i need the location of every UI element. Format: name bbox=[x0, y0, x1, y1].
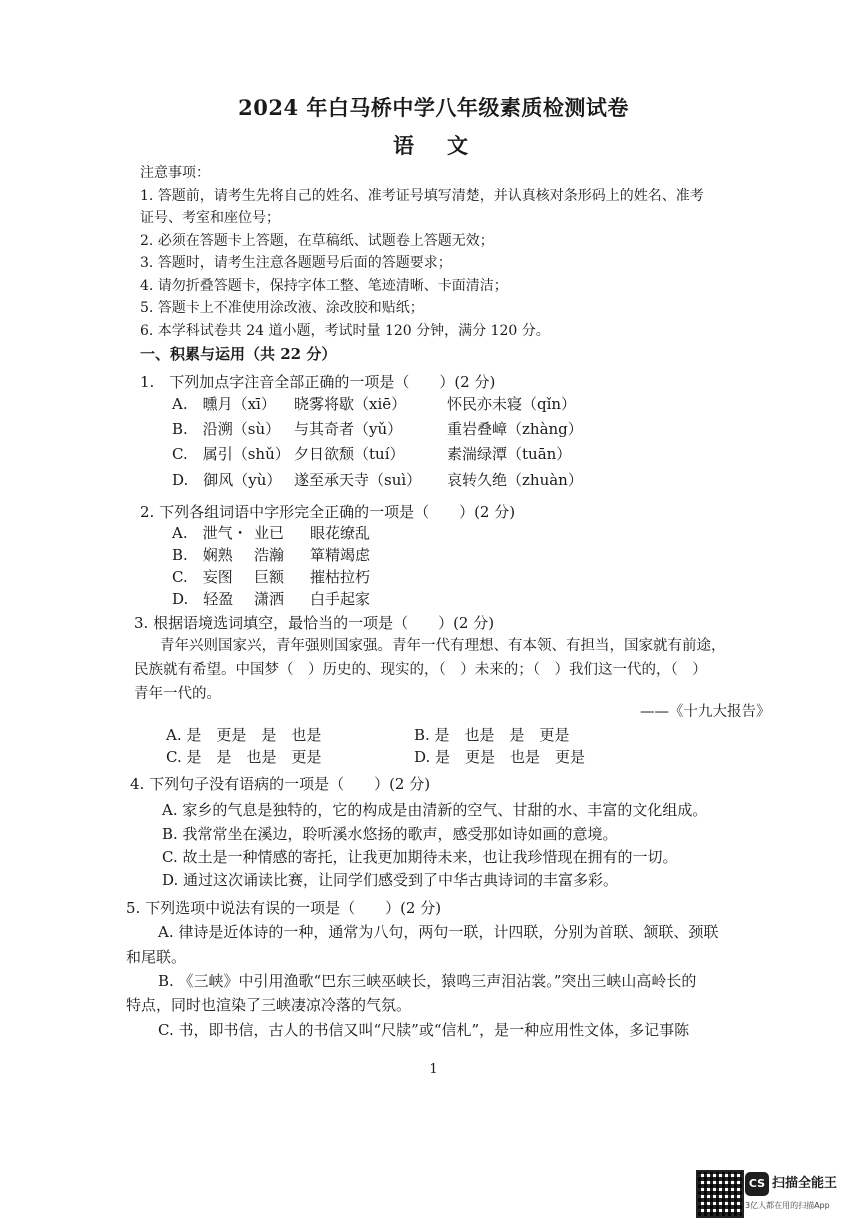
q2-option-c bbox=[172, 566, 370, 587]
q3-option-d: D. 是 更是 也是 更是 bbox=[414, 748, 586, 766]
q2-option-a bbox=[172, 522, 370, 543]
q1-b-2: 与其奇者（yǔ） bbox=[294, 420, 403, 438]
page-number: 1 bbox=[429, 1062, 438, 1077]
brand-name: 扫描全能王 bbox=[772, 1176, 838, 1191]
q1-c-2: 夕日欲颓（tuí） bbox=[294, 445, 405, 463]
notes-line: 2. 必须在答题卡上答题，在草稿纸、试题卷上答题无效； bbox=[140, 232, 494, 249]
notes-block bbox=[140, 162, 820, 342]
q1-d-3: 哀转久绝（zhuàn） bbox=[447, 471, 583, 489]
notes-line: 5. 答题卡上不准使用涂改液、涂改胶和贴纸； bbox=[140, 300, 424, 316]
q2-d-3: 白手起家 bbox=[310, 590, 371, 608]
notes-line: 证号、考室和座位号； bbox=[140, 210, 280, 226]
q1-c-1: C. 属引（shǔ） bbox=[172, 445, 290, 463]
question-3-stem: 3. 根据语境选词填空，最恰当的一项是（ ）(2 分) bbox=[134, 614, 495, 632]
q3-option-a: A. 是 更是 是 也是 bbox=[166, 726, 322, 744]
notes-line: 6. 本学科试卷共 24 道小题，考试时量 120 分钟，满分 120 分。 bbox=[140, 322, 550, 339]
q1-d-1: D. 御风（yù） bbox=[172, 471, 282, 489]
q5-option-a: A. 律诗是近体诗的一种，通常为八句，两句一联，计四联，分别为首联、颔联、颈联 bbox=[158, 923, 719, 941]
q5-option-b: B. 《三峡》中引用渔歌“巴东三峡巫峡长，猿鸣三声泪沾裳。”突出三峡山高岭长的 bbox=[158, 972, 697, 990]
q2-a-1: A. 泄气・ bbox=[172, 524, 248, 542]
q1-d-2: 遂至承天寺（suì） bbox=[294, 471, 422, 489]
q3-passage-line: 民族就有希望。中国梦（ ）历史的、现实的，（ ）未来的；（ ）我们这一代的，（ ） bbox=[134, 662, 707, 678]
notes-line: 1. 答题前，请考生先将自己的姓名、准考证号填写清楚，并认真核对条形码上的姓名、准考 bbox=[140, 187, 704, 204]
q2-b-1: B. 娴熟 bbox=[172, 546, 233, 564]
subject-title: 语 文 bbox=[393, 133, 474, 158]
notes-line: 3. 答题时，请考生注意各题题号后面的答题要求； bbox=[140, 255, 452, 271]
camscanner-logo-icon: CS bbox=[745, 1172, 769, 1196]
notes-line: 4. 请勿折叠答题卡，保持字体工整、笔迹清晰、卡面清洁； bbox=[140, 277, 508, 294]
q5-option-b-cont: 特点，同时也渲染了三峡凄凉冷落的气氛。 bbox=[126, 996, 412, 1014]
question-1-stem: 1. 下列加点字注音全部正确的一项是（ ）(2 分) bbox=[140, 373, 496, 391]
q4-option-a: A. 家乡的气息是独特的，它的构成是由清新的空气、甘甜的水、丰富的文化组成。 bbox=[162, 801, 708, 819]
q3-options-row-2 bbox=[166, 746, 585, 767]
brand-tagline: 3亿人都在用的扫描App bbox=[745, 1201, 830, 1210]
q1-b-1: B. 沿溯（sù） bbox=[172, 420, 281, 438]
q4-option-c: C. 故土是一种情感的寄托，让我更加期待未来，也让我珍惜现在拥有的一切。 bbox=[162, 848, 678, 866]
q3-passage-line: 青年一代的。 bbox=[134, 686, 221, 702]
q3-options-row-1 bbox=[166, 724, 570, 745]
q5-option-a-cont: 和尾联。 bbox=[126, 948, 187, 966]
question-2-stem: 2. 下列各组词语中字形完全正确的一项是（ ）(2 分) bbox=[140, 503, 516, 521]
q2-d-1: D. 轻盈 bbox=[172, 590, 234, 608]
qr-code-icon bbox=[696, 1170, 744, 1218]
section-heading: 一、积累与运用（共 22 分） bbox=[140, 345, 337, 363]
q1-b-3: 重岩叠嶂（zhàng） bbox=[447, 420, 583, 438]
q1-a-1: A. 曛月（xī） bbox=[172, 395, 276, 413]
q2-a-2: 业已 bbox=[254, 524, 285, 542]
q2-option-d bbox=[172, 588, 370, 609]
question-4-stem: 4. 下列句子没有语病的一项是（ ）(2 分) bbox=[130, 775, 431, 793]
q2-option-b bbox=[172, 544, 370, 565]
q1-a-2: 晓雾将歇（xiē） bbox=[294, 395, 407, 413]
q1-option-d bbox=[172, 469, 583, 490]
notes-heading: 注意事项： bbox=[140, 165, 210, 181]
q2-c-2: 巨额 bbox=[254, 568, 285, 586]
q2-c-3: 摧枯拉朽 bbox=[310, 568, 371, 586]
q3-option-b: B. 是 也是 是 更是 bbox=[414, 726, 570, 744]
q4-option-d: D. 通过这次诵读比赛，让同学们感受到了中华古典诗词的丰富多彩。 bbox=[162, 871, 619, 889]
q2-a-3: 眼花缭乱 bbox=[310, 524, 371, 542]
exam-title: 2024 年白马桥中学八年级素质检测试卷 bbox=[238, 95, 629, 120]
q4-option-b: B. 我常常坐在溪边，聆听溪水悠扬的歌声，感受那如诗如画的意境。 bbox=[162, 825, 618, 843]
q2-b-2: 浩瀚 bbox=[254, 546, 285, 564]
q1-a-3: 怀民亦未寝（qǐn） bbox=[447, 395, 577, 413]
q2-d-2: 潇洒 bbox=[254, 590, 285, 608]
q5-option-c: C. 书，即书信，古人的书信又叫“尺牍”或“信札”，是一种应用性文体，多记事陈 bbox=[158, 1021, 690, 1039]
q3-passage-line: 青年兴则国家兴，青年强则国家强。青年一代有理想、有本领、有担当，国家就有前途， bbox=[160, 638, 726, 654]
q1-option-a bbox=[172, 393, 576, 414]
question-5-stem: 5. 下列选项中说法有误的一项是（ ）(2 分) bbox=[126, 899, 442, 917]
q1-option-c bbox=[172, 443, 571, 464]
q3-passage bbox=[134, 634, 804, 706]
q1-option-b bbox=[172, 418, 583, 439]
q3-source: ——《十九大报告》 bbox=[640, 704, 771, 720]
q3-option-c: C. 是 是 也是 更是 bbox=[166, 748, 322, 766]
q1-c-3: 素湍绿潭（tuān） bbox=[447, 445, 572, 463]
q2-b-3: 箪精竭虑 bbox=[310, 546, 371, 564]
q2-c-1: C. 妄图 bbox=[172, 568, 233, 586]
